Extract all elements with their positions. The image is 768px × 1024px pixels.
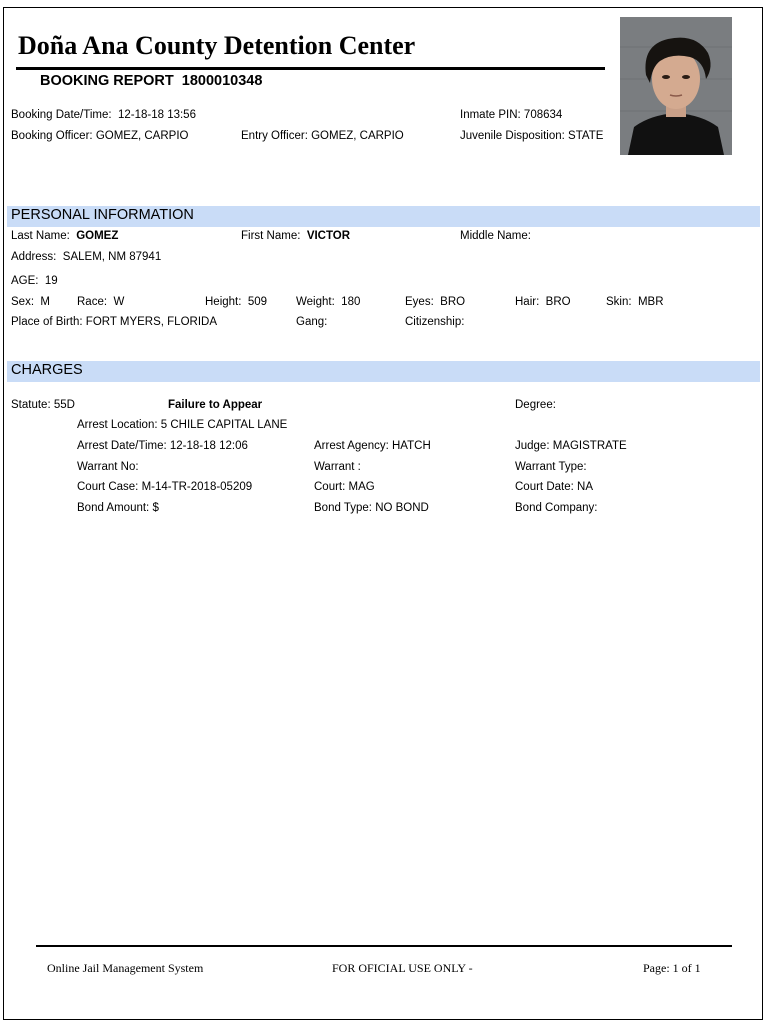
last-name bbox=[11, 230, 118, 242]
inmate-pin bbox=[460, 109, 562, 121]
warrant-label: Warrant : bbox=[314, 461, 361, 473]
eyes-label: Eyes: bbox=[405, 296, 434, 308]
booking-officer-label: Booking Officer: bbox=[11, 130, 93, 142]
bond-amount-label: Bond Amount: bbox=[77, 502, 150, 514]
citizenship bbox=[405, 316, 464, 328]
booking-officer-value: GOMEZ, CARPIO bbox=[95, 130, 189, 142]
address bbox=[11, 251, 161, 263]
weight-label: Weight: bbox=[296, 296, 335, 308]
sex bbox=[11, 296, 50, 308]
bond-type-label: Bond Type: bbox=[314, 502, 372, 514]
height-label: Height: bbox=[205, 296, 242, 308]
bond-amount-value: $ bbox=[152, 502, 159, 514]
skin bbox=[606, 296, 664, 308]
arrest-agency bbox=[314, 440, 431, 452]
bond-company bbox=[515, 502, 597, 514]
place-of-birth-value: FORT MYERS, FLORIDA bbox=[85, 316, 218, 328]
warrant bbox=[314, 461, 361, 473]
address-label: Address: bbox=[11, 251, 57, 263]
bond-amount bbox=[77, 502, 159, 514]
race-label: Race: bbox=[77, 296, 108, 308]
personal-info-header bbox=[7, 206, 760, 227]
statute-label: Statute: bbox=[11, 399, 51, 411]
inmate-pin-label: Inmate PIN: bbox=[460, 109, 521, 121]
race-value: W bbox=[113, 296, 125, 308]
warrant-type bbox=[515, 461, 587, 473]
mugshot-image bbox=[620, 17, 732, 155]
court-date bbox=[515, 481, 593, 493]
inmate-pin-value: 708634 bbox=[523, 109, 563, 121]
court-date-value: NA bbox=[577, 481, 593, 493]
first-name bbox=[241, 230, 350, 242]
header-rule bbox=[16, 67, 605, 70]
entry-officer-value: GOMEZ, CARPIO bbox=[311, 130, 404, 142]
hair-label: Hair: bbox=[515, 296, 540, 308]
report-title bbox=[40, 73, 262, 89]
eyes bbox=[405, 296, 465, 308]
first-name-value: VICTOR bbox=[306, 230, 351, 242]
sex-value: M bbox=[40, 296, 50, 308]
judge-value: MAGISTRATE bbox=[552, 440, 627, 452]
booking-photo bbox=[620, 17, 732, 155]
court-date-label: Court Date: bbox=[515, 481, 574, 493]
place-of-birth bbox=[11, 316, 217, 328]
facility-title: Doña Ana County Detention Center bbox=[18, 31, 416, 60]
bond-type bbox=[314, 502, 429, 514]
bond-company-label: Bond Company: bbox=[515, 502, 598, 514]
skin-label: Skin: bbox=[606, 296, 632, 308]
report-label: BOOKING REPORT bbox=[40, 73, 174, 89]
race bbox=[77, 296, 124, 308]
booking-datetime-label: Booking Date/Time: bbox=[11, 109, 112, 121]
height bbox=[205, 296, 267, 308]
degree-label: Degree: bbox=[515, 399, 556, 411]
gang-label: Gang: bbox=[296, 316, 328, 328]
arrest-datetime-label: Arrest Date/Time: bbox=[77, 440, 167, 452]
hair bbox=[515, 296, 571, 308]
court-case-value: M-14-TR-2018-05209 bbox=[141, 481, 253, 493]
age-value: 19 bbox=[44, 275, 58, 287]
bond-type-value: NO BOND bbox=[375, 502, 429, 514]
court-case bbox=[77, 481, 252, 493]
weight bbox=[296, 296, 360, 308]
middle-name-label: Middle Name: bbox=[460, 230, 531, 242]
citizenship-label: Citizenship: bbox=[405, 316, 465, 328]
arrest-agency-value: HATCH bbox=[392, 440, 431, 452]
booking-datetime-value: 12-18-18 13:56 bbox=[117, 109, 196, 121]
first-name-label: First Name: bbox=[241, 230, 301, 242]
gang bbox=[296, 316, 327, 328]
statute bbox=[11, 399, 75, 411]
charge-description: Failure to Appear bbox=[168, 399, 263, 411]
skin-value: MBR bbox=[637, 296, 664, 308]
age-label: AGE: bbox=[11, 275, 39, 287]
juvenile-disposition-value: STATE bbox=[568, 130, 604, 142]
place-of-birth-label: Place of Birth: bbox=[11, 316, 83, 328]
footer-system: Online Jail Management System bbox=[47, 961, 204, 975]
warrant-no bbox=[77, 461, 139, 473]
middle-name bbox=[460, 230, 531, 242]
arrest-location-value: 5 CHILE CAPITAL LANE bbox=[160, 419, 288, 431]
charges-title: CHARGES bbox=[11, 362, 83, 378]
eyes-value: BRO bbox=[440, 296, 466, 308]
booking-datetime bbox=[11, 109, 196, 121]
court-label: Court: bbox=[314, 481, 346, 493]
address-value: SALEM, NM 87941 bbox=[62, 251, 162, 263]
footer-notice: FOR OFICIAL USE ONLY - bbox=[332, 961, 473, 975]
last-name-label: Last Name: bbox=[11, 230, 70, 242]
charges-header bbox=[7, 361, 760, 382]
sex-label: Sex: bbox=[11, 296, 35, 308]
judge-label: Judge: bbox=[515, 440, 550, 452]
court bbox=[314, 481, 375, 493]
weight-value: 180 bbox=[341, 296, 361, 308]
booking-officer bbox=[11, 130, 188, 142]
report-number: 1800010348 bbox=[181, 73, 263, 89]
age bbox=[11, 275, 58, 287]
arrest-location bbox=[77, 419, 287, 431]
court-value: MAG bbox=[348, 481, 375, 493]
arrest-agency-label: Arrest Agency: bbox=[314, 440, 389, 452]
warrant-no-label: Warrant No: bbox=[77, 461, 139, 473]
judge bbox=[515, 440, 627, 452]
footer-page: Page: 1 of 1 bbox=[643, 961, 701, 975]
warrant-type-label: Warrant Type: bbox=[515, 461, 587, 473]
personal-info-title: PERSONAL INFORMATION bbox=[11, 207, 194, 223]
height-value: 509 bbox=[247, 296, 268, 308]
degree bbox=[515, 399, 556, 411]
hair-value: BRO bbox=[545, 296, 571, 308]
statute-value: 55D bbox=[53, 399, 75, 411]
arrest-datetime bbox=[77, 440, 248, 452]
entry-officer bbox=[241, 130, 404, 142]
arrest-datetime-value: 12-18-18 12:06 bbox=[169, 440, 248, 452]
last-name-value: GOMEZ bbox=[76, 230, 119, 242]
juvenile-disposition bbox=[460, 130, 603, 142]
court-case-label: Court Case: bbox=[77, 481, 139, 493]
footer-rule bbox=[36, 945, 732, 947]
arrest-location-label: Arrest Location: bbox=[77, 419, 158, 431]
juvenile-disposition-label: Juvenile Disposition: bbox=[460, 130, 565, 142]
entry-officer-label: Entry Officer: bbox=[241, 130, 308, 142]
